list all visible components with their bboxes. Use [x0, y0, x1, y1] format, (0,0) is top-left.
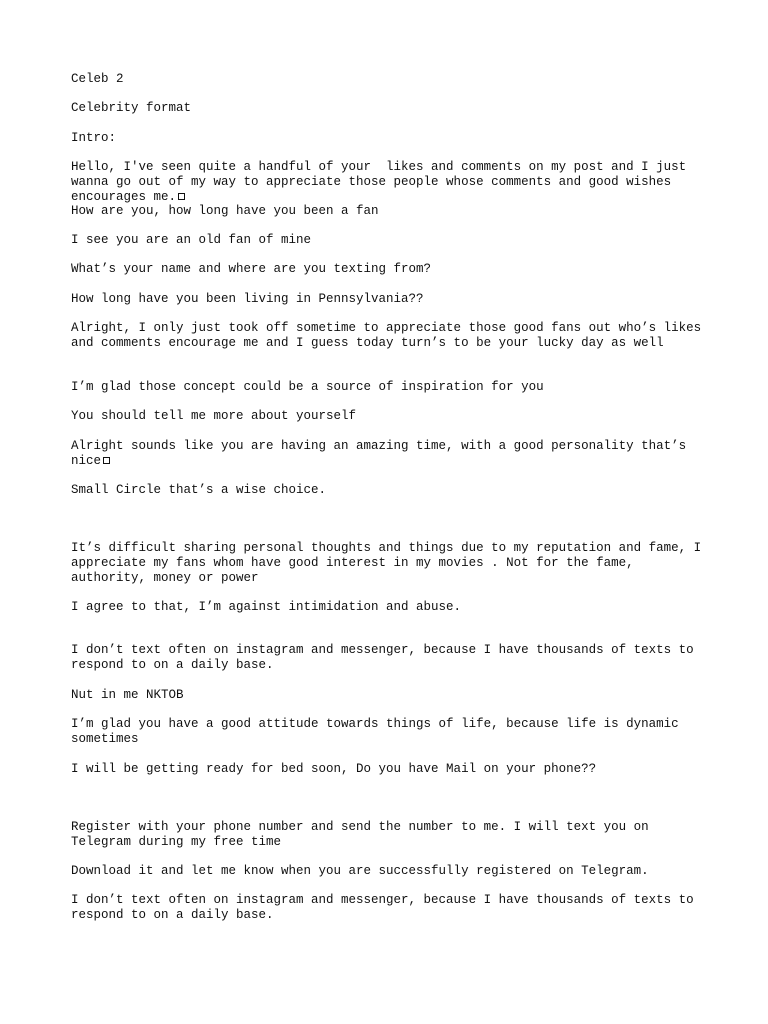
- placeholder-glyph-icon: [178, 193, 185, 200]
- paragraph-17: Register with your phone number and send the number to me. I will text you on Telegram during my free time: [71, 820, 657, 849]
- paragraph-15: I’m glad you have a good attitude towards things of life, because life is dynamic sometimes: [71, 717, 687, 746]
- paragraph-12: I agree to that, I’m against intimidation and abuse.: [71, 600, 462, 614]
- paragraph-18: Download it and let me know when you are successfully registered on Telegram.: [71, 864, 649, 878]
- paragraph-11: It’s difficult sharing personal thoughts and things due to my reputation and fame, I appreciate my fans whom have good interest in my movies . Not for the fame, authority, money or power: [71, 541, 709, 585]
- paragraph-1: [71, 160, 711, 205]
- paragraph-9-text: Alright sounds like you are having an amazing time, with a good personality that’s nice: [71, 439, 694, 468]
- paragraph-8: You should tell me more about yourself: [71, 409, 357, 423]
- paragraph-10: Small Circle that’s a wise choice.: [71, 483, 327, 497]
- paragraph-13: I don’t text often on instagram and messenger, because I have thousands of texts to respond to on a daily base.: [71, 643, 702, 672]
- format-line: Celebrity format: [71, 101, 192, 115]
- document-heading: Celeb 2: [71, 72, 124, 86]
- paragraph-7: I’m glad those concept could be a source of inspiration for you: [71, 380, 544, 394]
- paragraph-14: Nut in me NKTOB: [71, 688, 184, 702]
- paragraph-3: I see you are an old fan of mine: [71, 233, 312, 247]
- intro-label: Intro:: [71, 131, 117, 145]
- paragraph-16: I will be getting ready for bed soon, Do you have Mail on your phone??: [71, 762, 597, 776]
- paragraph-19: I don’t text often on instagram and messenger, because I have thousands of texts to respond to on a daily base.: [71, 893, 702, 922]
- paragraph-4: What’s your name and where are you texting from?: [71, 262, 432, 276]
- placeholder-glyph-icon: [103, 457, 110, 464]
- paragraph-5: How long have you been living in Pennsylvania??: [71, 292, 424, 306]
- paragraph-6: Alright, I only just took off sometime to appreciate those good fans out who’s likes and comments encourage me and I guess today turn’s to be your lucky day as well: [71, 321, 709, 350]
- paragraph-2: How are you, how long have you been a fan: [71, 204, 379, 218]
- paragraph-1-text: Hello, I've seen quite a handful of your likes and comments on my post and I just wanna go out of my way to appreciate those people whose comments and good wishes encourages me.: [71, 160, 694, 204]
- paragraph-9: [71, 439, 711, 469]
